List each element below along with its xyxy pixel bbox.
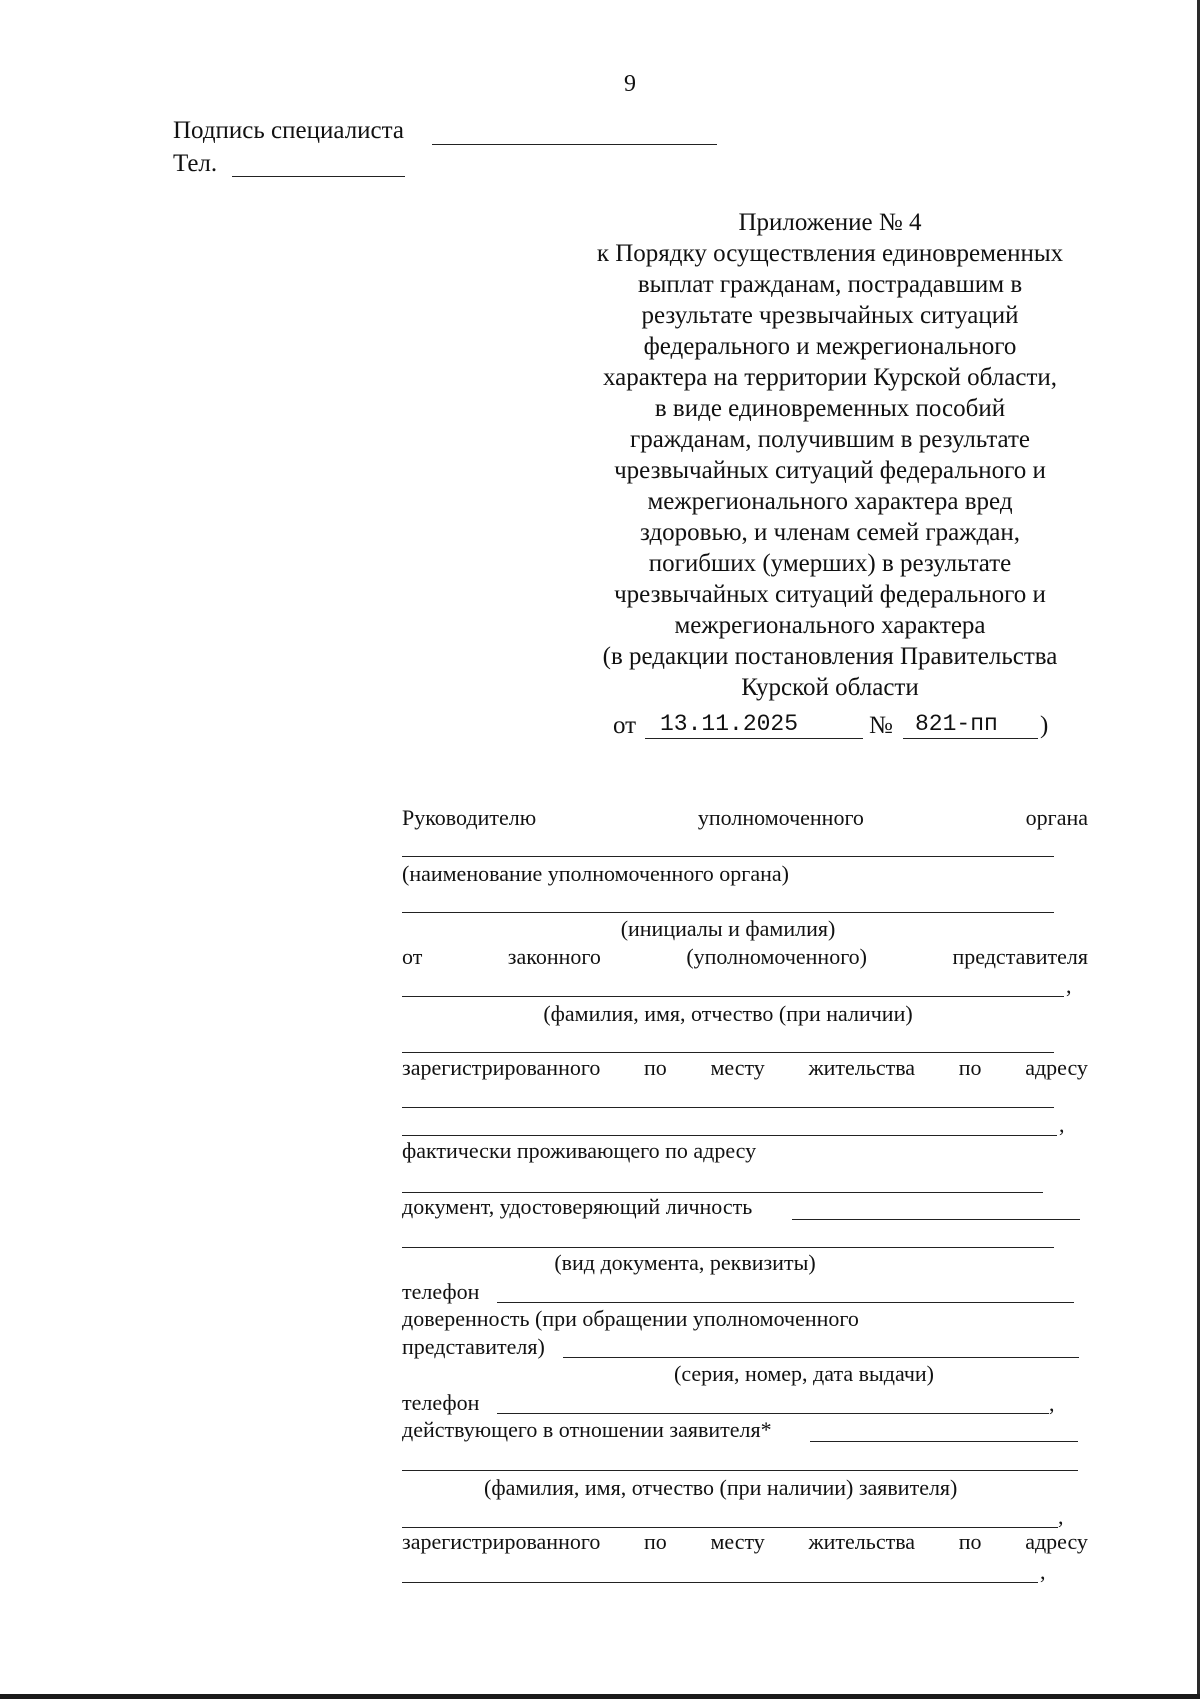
appendix-line: гражданам, получившим в результате xyxy=(629,426,1031,453)
caption-series: (серия, номер, дата выдачи) xyxy=(674,1361,935,1386)
appendix-line: межрегионального характера xyxy=(674,612,986,639)
acting-for-applicant-label: действующего в отношении заявителя* xyxy=(402,1417,772,1442)
appendix-line: Приложение № 4 xyxy=(738,209,922,236)
registered-word: по xyxy=(644,1529,667,1554)
decree-close-paren: ) xyxy=(1040,712,1049,739)
number-prefix: № xyxy=(869,712,893,739)
decree-number: 821-пп xyxy=(915,711,998,737)
recipient-head-word: уполномоченного xyxy=(697,805,864,830)
recipient-head-row xyxy=(402,804,1088,832)
specialist-signature-label: Подпись специалиста xyxy=(173,117,404,144)
caption-fio: (фамилия, имя, отчество (при наличии) xyxy=(543,1001,913,1026)
registered-word: зарегистрированного xyxy=(402,1055,601,1080)
appendix-header xyxy=(570,207,1090,703)
appendix-line: федерального и межрегионального xyxy=(643,333,1017,360)
registered-word: по xyxy=(644,1055,667,1080)
applicant-registered-row xyxy=(402,1528,1088,1556)
registered-word: жительства xyxy=(808,1529,916,1554)
registered-word: жительства xyxy=(808,1055,916,1080)
registered-word: по xyxy=(958,1055,982,1080)
registered-word: месту xyxy=(710,1529,765,1554)
phone-label: телефон xyxy=(402,1279,480,1304)
appendix-line: погибших (умерших) в результате xyxy=(648,550,1012,577)
decree-date-line xyxy=(645,738,863,739)
caption-document: (вид документа, реквизиты) xyxy=(554,1250,816,1275)
specialist-phone-label: Тел. xyxy=(173,150,218,177)
recipient-head-word: органа xyxy=(1025,805,1088,830)
specialist-signature-line[interactable] xyxy=(432,144,717,145)
applicant-address-line[interactable] xyxy=(402,1582,1038,1583)
caption-organ-name: (наименование уполномоченного органа) xyxy=(402,861,789,886)
comma: , xyxy=(1059,1112,1065,1137)
from-word: законного xyxy=(507,944,601,969)
appendix-line: межрегионального характера вред xyxy=(647,488,1013,515)
caption-initials: (инициалы и фамилия) xyxy=(620,916,836,941)
comma: , xyxy=(1049,1391,1055,1416)
power-of-attorney-label-2: представителя) xyxy=(402,1334,545,1359)
comma: , xyxy=(1066,973,1072,998)
registered-address-line-2[interactable] xyxy=(402,1135,1057,1136)
from-word: (уполномоченного) xyxy=(686,944,868,969)
identity-document-line[interactable] xyxy=(792,1219,1080,1220)
from-word: представителя xyxy=(952,944,1088,969)
power-of-attorney-line[interactable] xyxy=(563,1357,1079,1358)
registered-word: месту xyxy=(710,1055,765,1080)
power-of-attorney-label: доверенность (при обращении уполномоченного xyxy=(402,1306,859,1331)
actual-address-label: фактически проживающего по адресу xyxy=(402,1138,757,1163)
registered-word: зарегистрированного xyxy=(402,1529,601,1554)
appendix-line: чрезвычайных ситуаций федерального и xyxy=(614,581,1046,608)
decree-date: 13.11.2025 xyxy=(660,711,799,737)
appendix-line: (в редакции постановления Правительства xyxy=(602,643,1058,670)
applicant-fio-line[interactable] xyxy=(402,1470,1078,1471)
registered-word: адресу xyxy=(1025,1055,1088,1080)
registered-word: по xyxy=(958,1529,982,1554)
appendix-line: результате чрезвычайных ситуаций xyxy=(641,302,1019,329)
caption-applicant: (фамилия, имя, отчество (при наличии) заявителя) xyxy=(484,1475,958,1500)
identity-document-extra-line[interactable] xyxy=(402,1247,1054,1248)
appendix-line: чрезвычайных ситуаций федерального и xyxy=(614,457,1046,484)
decree-number-line xyxy=(903,738,1038,739)
from-word: от xyxy=(402,944,423,969)
phone-line-2[interactable] xyxy=(497,1413,1049,1414)
appendix-line: в виде единовременных пособий xyxy=(654,395,1006,422)
comma: , xyxy=(1058,1504,1064,1529)
identity-document-label: документ, удостоверяющий личность xyxy=(402,1194,753,1219)
appendix-line: выплат гражданам, пострадавшим в xyxy=(637,271,1023,298)
representative-fio-line[interactable] xyxy=(402,996,1064,997)
recipient-head-word: Руководителю xyxy=(402,805,537,830)
page-number: 9 xyxy=(624,71,636,97)
scan-border-bottom xyxy=(0,1694,1200,1699)
appendix-line: характера на территории Курской области, xyxy=(603,364,1057,391)
registered-word: адресу xyxy=(1025,1529,1088,1554)
specialist-phone-line[interactable] xyxy=(232,176,405,177)
appendix-line: к Порядку осуществления единовременных xyxy=(596,240,1064,267)
phone-line[interactable] xyxy=(497,1302,1074,1303)
appendix-line: Курской области xyxy=(741,674,919,701)
registered-address-line-1[interactable] xyxy=(402,1107,1054,1108)
initials-line[interactable] xyxy=(402,912,1054,913)
from-representative-row xyxy=(402,943,1088,971)
registered-address-row xyxy=(402,1054,1088,1082)
representative-extra-line[interactable] xyxy=(402,1052,1054,1053)
organ-name-line[interactable] xyxy=(402,856,1054,857)
comma: , xyxy=(1040,1559,1046,1584)
phone-label-2: телефон xyxy=(402,1390,480,1415)
appendix-line: здоровью, и членам семей граждан, xyxy=(640,519,1020,546)
acting-for-applicant-line[interactable] xyxy=(810,1441,1078,1442)
date-prefix: от xyxy=(613,712,637,739)
